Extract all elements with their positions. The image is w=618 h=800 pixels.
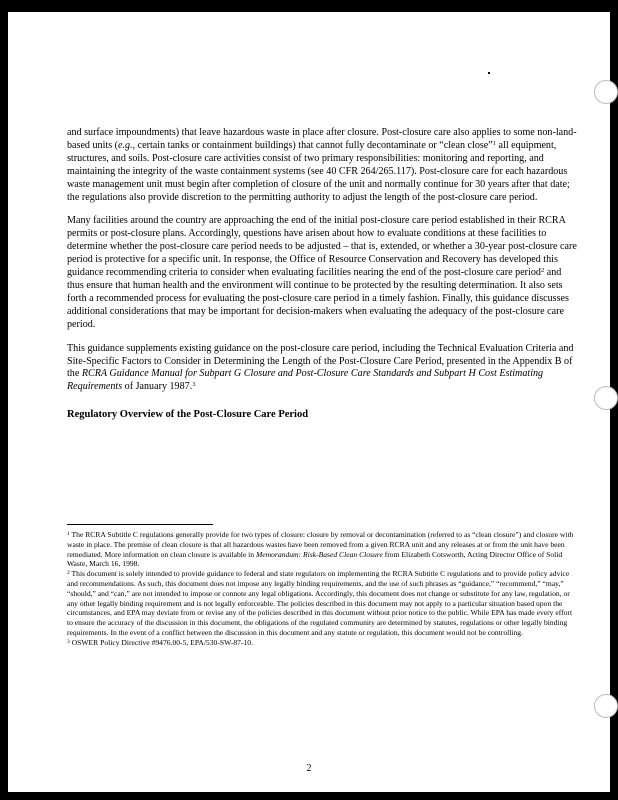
footnote-1: $^1$ The RCRA Subtitle C regulations generally provide for two types of closure: closure by removal or decontamination (referred to as “clean closure”) and closure with waste in place. The premise of clean closure is that all hazardous wastes have been removed from a given RCRA unit and any releases at or from the unit have been remediated. More information on clean closure is available in Memorandum: Risk-Based Clean Closure from Elizabeth Cotsworth, Acting Director Office of Solid Waste, March 16, 1998. (67, 530, 574, 569)
scan-border-left (0, 0, 8, 800)
punch-hole-icon (594, 80, 618, 104)
scan-border-top (0, 0, 618, 12)
footnotes (67, 530, 577, 648)
scan-border-bottom (0, 792, 618, 800)
scan-speck (488, 72, 490, 74)
paragraph-facilities: Many facilities around the country are approaching the end of the initial post-closure care period established in their RCRA permits or post-closure plans. Accordingly, questions have arisen about how to evaluate conditions at these facilities to determine whether the post-closure care period needs to be adjusted – that is, extended, or whether a 30-year post-closure care period is protective for a specific unit. In response, the Office of Resource Conservation and Recovery has developed this guidance recommending criteria to consider when evaluating facilities nearing the end of the post-closure care period$^2$ and thus ensure that human health and the environment will continue to be protected by the resulting determination. It also sets forth a recommended process for evaluating the post-closure care period in a timely fashion. Finally, this guidance discusses additional considerations that may be important for decision-makers when evaluating the adequacy of the post-closure care period. (67, 215, 577, 330)
paragraph-guidance-supplements: This guidance supplements existing guidance on the post-closure care period, including the Technical Evaluation Criteria and Site-Specific Factors to Consider in Determining the Length of the Post-Closure Care Period, presented in the Appendix B of the RCRA Guidance Manual for Subpart G Closure and Post-Closure Care Standards and Subpart H Cost Estimating Requirements of January 1987.$^3$ (67, 342, 574, 393)
footnote-ref-1[interactable]: 1 (492, 139, 497, 147)
paragraph-post-closure-intro: and surface impoundments) that leave hazardous waste in place after closure. Post-closure care also applies to some non-land-based units (e.g., certain tanks or containment buildings) that cannot fully decontaminate or “clean close”$^1$ all equipment, structures, and soils. Post-closure care activities consist of two primary responsibilities: monitoring and reporting, and maintaining the integrity of the waste containment systems (see 40 CFR 264/265.117). Post-closure care for each hazardous waste management unit must begin after completion of closure of the unit and normally continue for 30 years after that date; the regulations also provide discretion to the permitting authority to adjust the length of the post-closure care period. (67, 127, 577, 203)
punch-hole-icon (594, 386, 618, 410)
footnote-ref-2[interactable]: 2 (540, 267, 545, 275)
footnote-3: $^3$ OSWER Policy Directive #9476.00-5, EPA/530-SW-87-10. (67, 637, 253, 647)
punch-hole-icon (594, 694, 618, 718)
footnote-2: $^2$ This document is solely intended to provide guidance to federal and state regulators on implementing the RCRA Subtitle C regulations and to provide policy advice and recommendations. As such, this document does not impose any legally binding requirements, and the use of such phrases as “guidance,” “recommend,” “may,” “should,” and “can,” are not intended to impose or connote any legal obligations. Accordingly, this document does not change or substitute for any law, regulation, or any other legally binding requirement and is not legally enforceable. The policies described in this document may not apply to a particular situation based upon the circumstances, and EPA may deviate from or revise any of the policies described in this document without prior notice to the public. While EPA has made every effort to ensure the accuracy of the discussion in this document, the obligations of the regulated community are determined by statutes, regulations or other legally binding requirements. In the event of a conflict between the discussion in this document and any statute or regulation, this document would not be controlling. (67, 569, 573, 637)
section-heading: Regulatory Overview of the Post-Closure Care Period (67, 409, 309, 421)
footnote-separator (67, 524, 213, 525)
footnote-ref-3[interactable]: 3 (192, 381, 196, 389)
document-body (67, 127, 577, 421)
page-number: 2 (306, 763, 312, 774)
